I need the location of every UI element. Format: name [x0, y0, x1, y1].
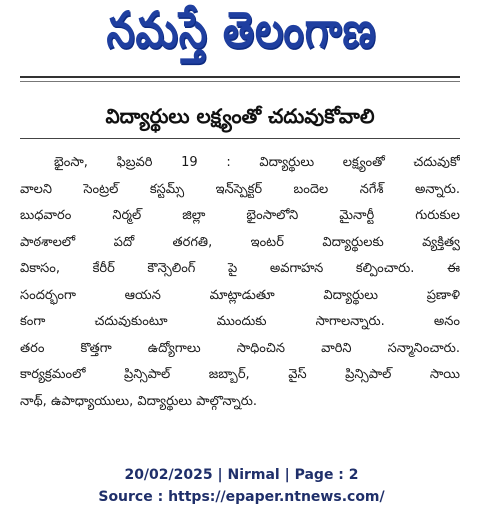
article-body — [20, 150, 460, 415]
clipping-cut-edge — [20, 418, 460, 428]
article-line: సందర్భంగా ఆయన మాట్లాడుతూ విద్యార్థులు ప్రణాళి — [20, 287, 460, 303]
clipping-meta: 20/02/2025 | Nirmal | Page : 2 — [124, 467, 359, 483]
masthead — [0, 2, 483, 68]
article-line: బుధవారం నిర్మల్ జిల్లా భైంసాలోని మైనార్టీ గురుకుల — [20, 208, 460, 223]
article-line: కంగా చదువుకుంటూ ముందుకు సాగాలన్నారు. అనం — [20, 314, 460, 329]
clipping-footer — [0, 464, 483, 508]
masthead-divider — [20, 76, 460, 78]
article-line: వాలని సెంట్రల్ కస్టమ్స్ ఇన్‌స్పెక్టర్ బందెల నగేశ్ అన్నారు. — [20, 181, 460, 197]
clipping-source: Source : https://epaper.ntnews.com/ — [98, 489, 385, 505]
article-line: తరం కొత్తగా ఉద్యోగాలు సాధించిన వారిని సన్మానించారు. — [20, 340, 460, 356]
article-headline: విద్యార్థులు లక్ష్యంతో చదువుకోవాలి — [105, 104, 375, 128]
masthead-divider-thin — [20, 81, 460, 82]
article-line: కార్యక్రమంలో ప్రిన్సిపాల్ జబ్బార్, వైస్ ప్రిన్సిపాల్ సాయి — [20, 367, 460, 382]
headline-divider — [20, 138, 460, 139]
article-line: నాథ్, ఉపాధ్యాయులు, విద్యార్థులు పాల్గొన్నారు. — [20, 393, 258, 409]
article-line: భైంసా, ఫిబ్రవరి 19 : విద్యార్థులు లక్ష్యంతో చదువుకో — [54, 155, 460, 170]
article-line: పాఠశాలలో పదో తరగతి, ఇంటర్ విద్యార్థులకు వ్యక్తిత్వ — [20, 234, 460, 250]
article-line: వికాసం, కేరీర్ కౌన్సెలింగ్ పై అవగాహన కల్పించారు. ఈ — [20, 261, 460, 276]
newspaper-title: నమస్తే తెలంగాణ — [106, 2, 377, 60]
